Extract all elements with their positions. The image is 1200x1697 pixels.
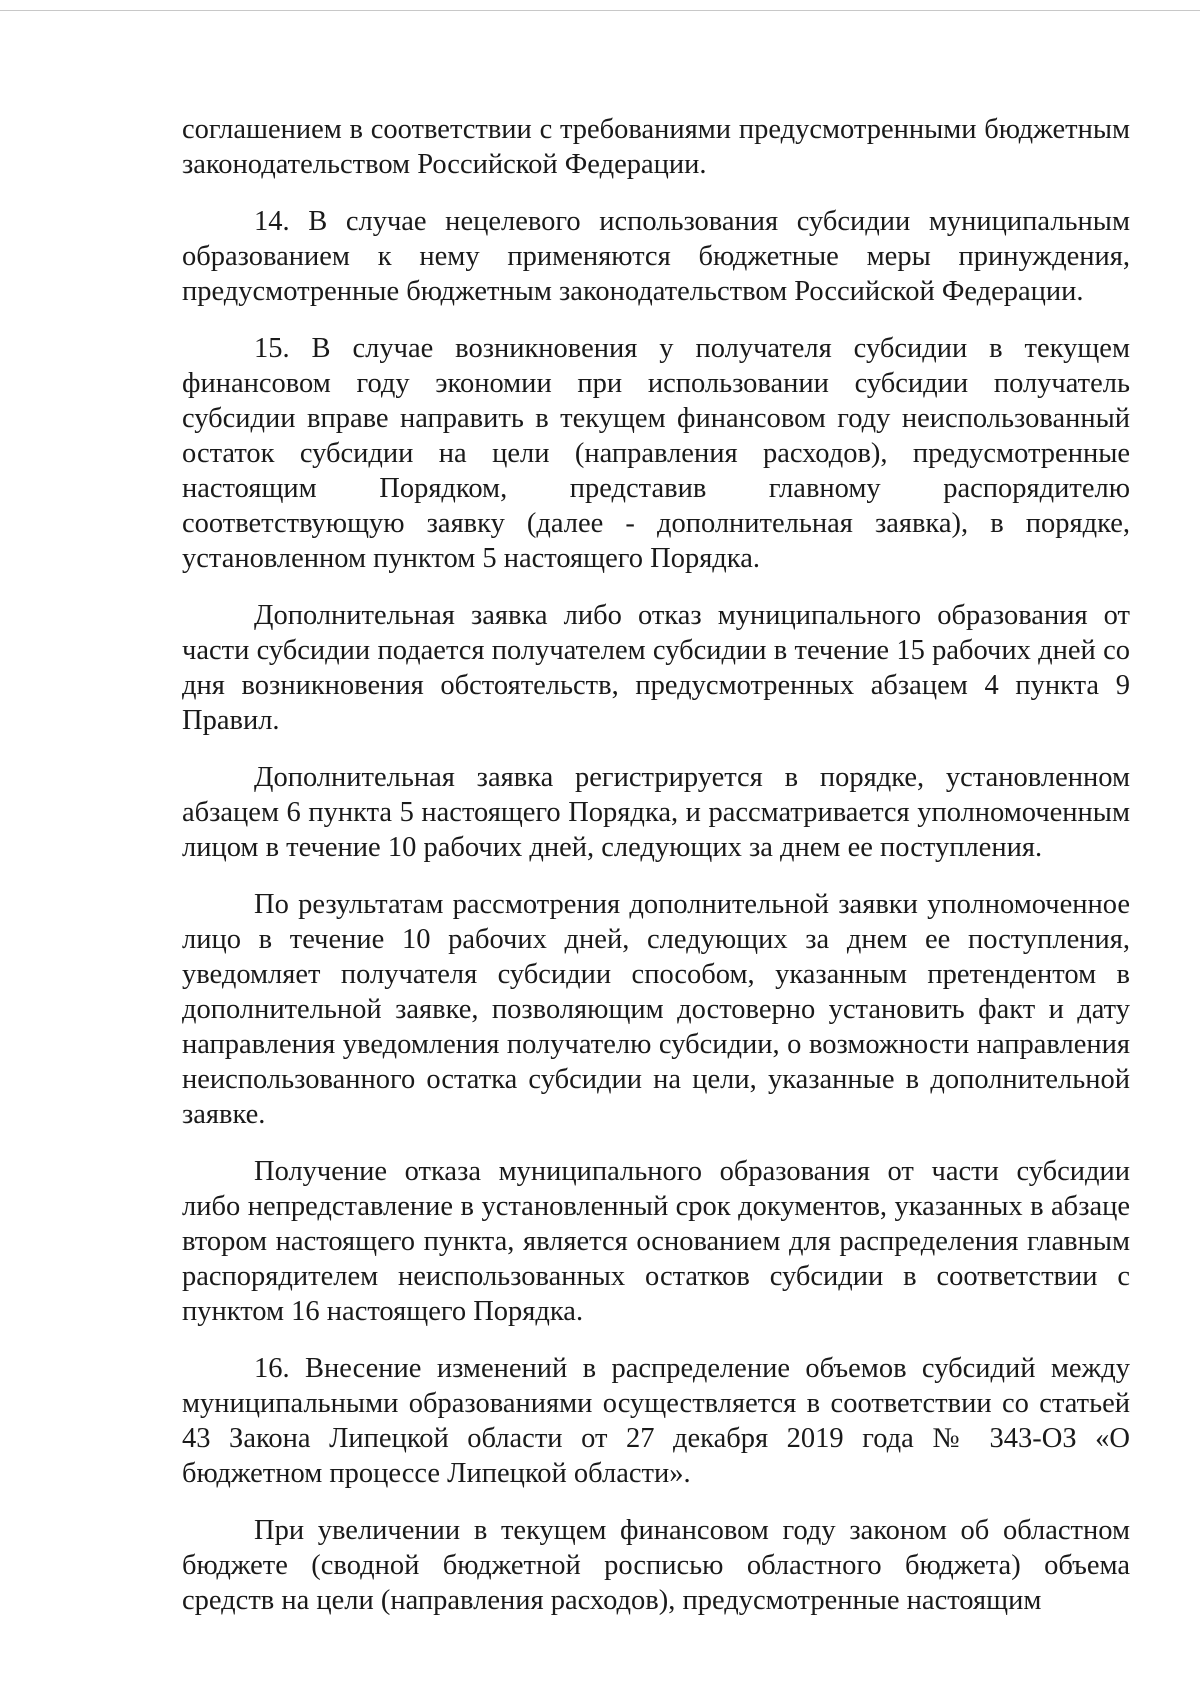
paragraph-review-results: По результатам рассмотрения дополнительной заявки уполномоченное лицо в течение 10 рабочих дней, следующих за днем ее поступления, уведомляет получателя субсидии способом, указанным претендентом в дополнительной заявке, позволяющим достоверно установить факт и дату направления уведомления получателю субсидии, о возможности направления неиспользованного остатка субсидии на цели, указанные в дополнительной заявке. (182, 889, 1130, 1130)
paragraph-refusal: Получение отказа муниципального образования от части субсидии либо непредставление в установленный срок документов, указанных в абзаце втором настоящего пункта, является основанием для распределения главным распорядителем неиспользованных остатков субсидии в соответствии с пунктом 16 настоящего Порядка. (182, 1156, 1130, 1327)
scan-edge-line (0, 10, 1200, 11)
paragraph-registration: Дополнительная заявка регистрируется в порядке, установленном абзацем 6 пункта 5 настоящего Порядка, и рассматривается уполномоченным лицом в течение 10 рабочих дней, следующих за днем ее поступления. (182, 762, 1130, 863)
paragraph-continuation: соглашением в соответствии с требованиями предусмотренными бюджетным законодательством Российской Федерации. (182, 114, 1130, 180)
paragraph-increase: При увеличении в текущем финансовом году законом об областном бюджете (сводной бюджетной росписью областного бюджета) объема средств на цели (направления расходов), предусмотренные настоящим (182, 1515, 1130, 1616)
paragraph-item-14: 14. В случае нецелевого использования субсидии муниципальным образованием к нему применяются бюджетные меры принуждения, предусмотренные бюджетным законодательством Российской Федерации. (182, 206, 1130, 307)
paragraph-item-15: 15. В случае возникновения у получателя субсидии в текущем финансовом году экономии при использовании субсидии получатель субсидии вправе направить в текущем финансовом году неиспользованный остаток субсидии на цели (направления расходов), предусмотренные настоящим Порядком, представив главному распорядителю соответствующую заявку (далее - дополнительная заявка), в порядке, установленном пунктом 5 настоящего Порядка. (182, 333, 1130, 574)
document-page (182, 112, 1130, 1640)
paragraph-item-16: 16. Внесение изменений в распределение объемов субсидий между муниципальными образованиями осуществляется в соответствии со статьей 43 Закона Липецкой области от 27 декабря 2019 года № 343-ОЗ «О бюджетном процессе Липецкой области». (182, 1353, 1130, 1489)
paragraph-additional-application: Дополнительная заявка либо отказ муниципального образования от части субсидии подается получателем субсидии в течение 15 рабочих дней со дня возникновения обстоятельств, предусмотренных абзацем 4 пункта 9 Правил. (182, 600, 1130, 736)
